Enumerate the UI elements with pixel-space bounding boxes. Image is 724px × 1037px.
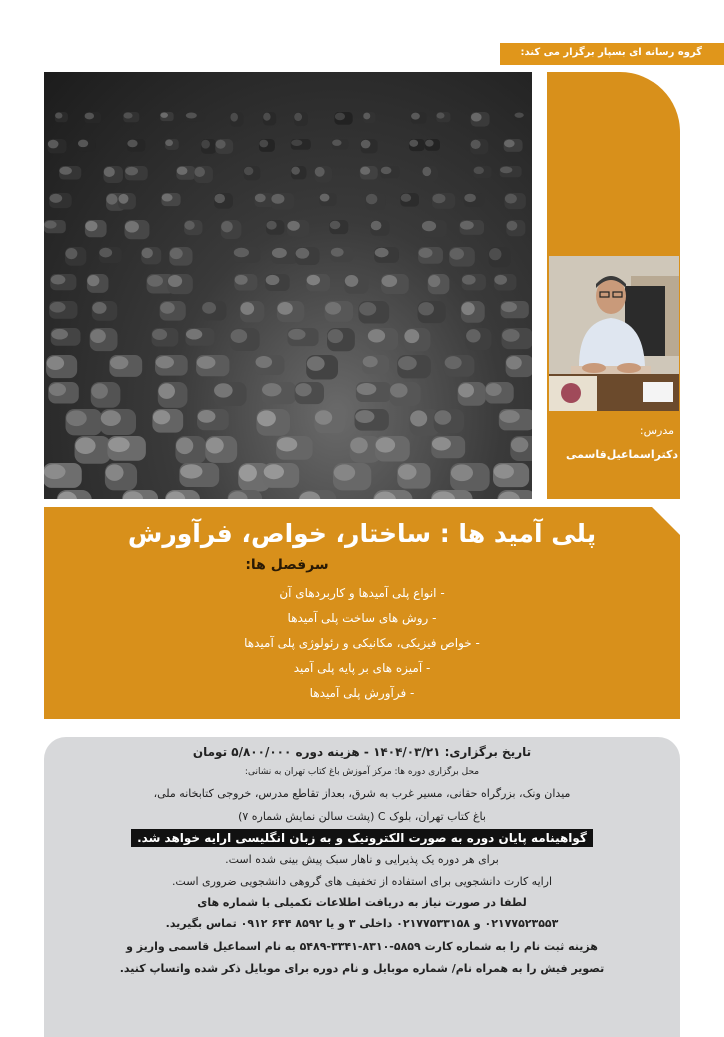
topic-item: - خواص فیزیکی، مکانیکی و رئولوژی پلی آمیدها: [244, 636, 480, 650]
course-info-box: [44, 737, 680, 1037]
topic-item: - انواع پلی آمیدها و کاربردهای آن: [279, 586, 445, 600]
venue-lead: محل برگزاری دوره ها: مرکز آموزش باغ کتاب تهران به نشانی:: [244, 767, 480, 777]
course-title: پلی آمید ها : ساختار، خواص، فرآورش: [127, 519, 597, 548]
address-line-2: باغ کتاب تهران، بلوک C (پشت سالن نمایش شماره ۷): [238, 810, 486, 823]
meal-note: برای هر دوره یک پذیرایی و ناهار سبک پیش بینی شده است.: [225, 853, 499, 866]
instructor-name: دکتراسماعیل‌قاسمی: [566, 448, 678, 461]
address-line-1: میدان ونک، بزرگراه حقانی، مسیر غرب به شرق، بعداز تقاطع مدرس، خروجی کتابخانه ملی،: [153, 787, 571, 800]
topics-heading: سرفصل ها:: [245, 557, 329, 573]
contact-line-2: ۰۲۱۷۷۵۲۳۵۵۳ و ۰۲۱۷۷۵۳۳۱۵۸ داخلی ۳ و یا ۸۵۹۲ ۶۴۴ ۰۹۱۲ تماس بگیرید.: [165, 917, 559, 930]
topic-item: - روش های ساخت پلی آمیدها: [287, 611, 437, 625]
organizer-text: گروه رسانه ای بسپار برگزار می کند:: [520, 47, 702, 58]
pellets-photo: [44, 72, 532, 499]
certificate-text: گواهینامه پایان دوره به صورت الکترونیک و به زبان انگلیسی ارایه خواهد شد.: [131, 829, 593, 847]
contact-line-1: لطفا در صورت نیاز به دریافت اطلاعات تکمیلی با شماره های: [197, 896, 527, 909]
certificate-note: [44, 831, 680, 845]
course-title-band: [44, 507, 680, 719]
organizer-bar: [500, 43, 724, 65]
instructor-photo: [549, 256, 679, 411]
registration-line-2: تصویر فیش را به همراه نام/ شماره موبایل و نام دوره برای موبایل ذکر شده واتساپ کنید.: [119, 962, 605, 975]
pellets-illustration: [44, 72, 532, 499]
instructor-label: مدرس:: [639, 424, 674, 437]
topic-item: - آمیزه های بر پایه پلی آمید: [293, 661, 431, 675]
student-card-note: ارایه کارت دانشجویی برای استفاده از تخفیف های گروهی دانشجویی ضروری است.: [171, 875, 553, 888]
topics-list: [44, 581, 680, 706]
date-and-fee: تاریخ برگزاری: ۱۴۰۴/۰۳/۲۱ - هزینه دوره ۵/۸۰۰/۰۰۰ تومان: [192, 745, 532, 759]
registration-line-1: هزینه ثبت نام را به شماره کارت ۵۸۵۹-۸۳۱۰-۳۳۴۱-۵۴۸۹ به نام اسماعیل قاسمی واریز و: [126, 940, 598, 953]
topic-item: - فرآورش پلی آمیدها: [309, 686, 415, 700]
